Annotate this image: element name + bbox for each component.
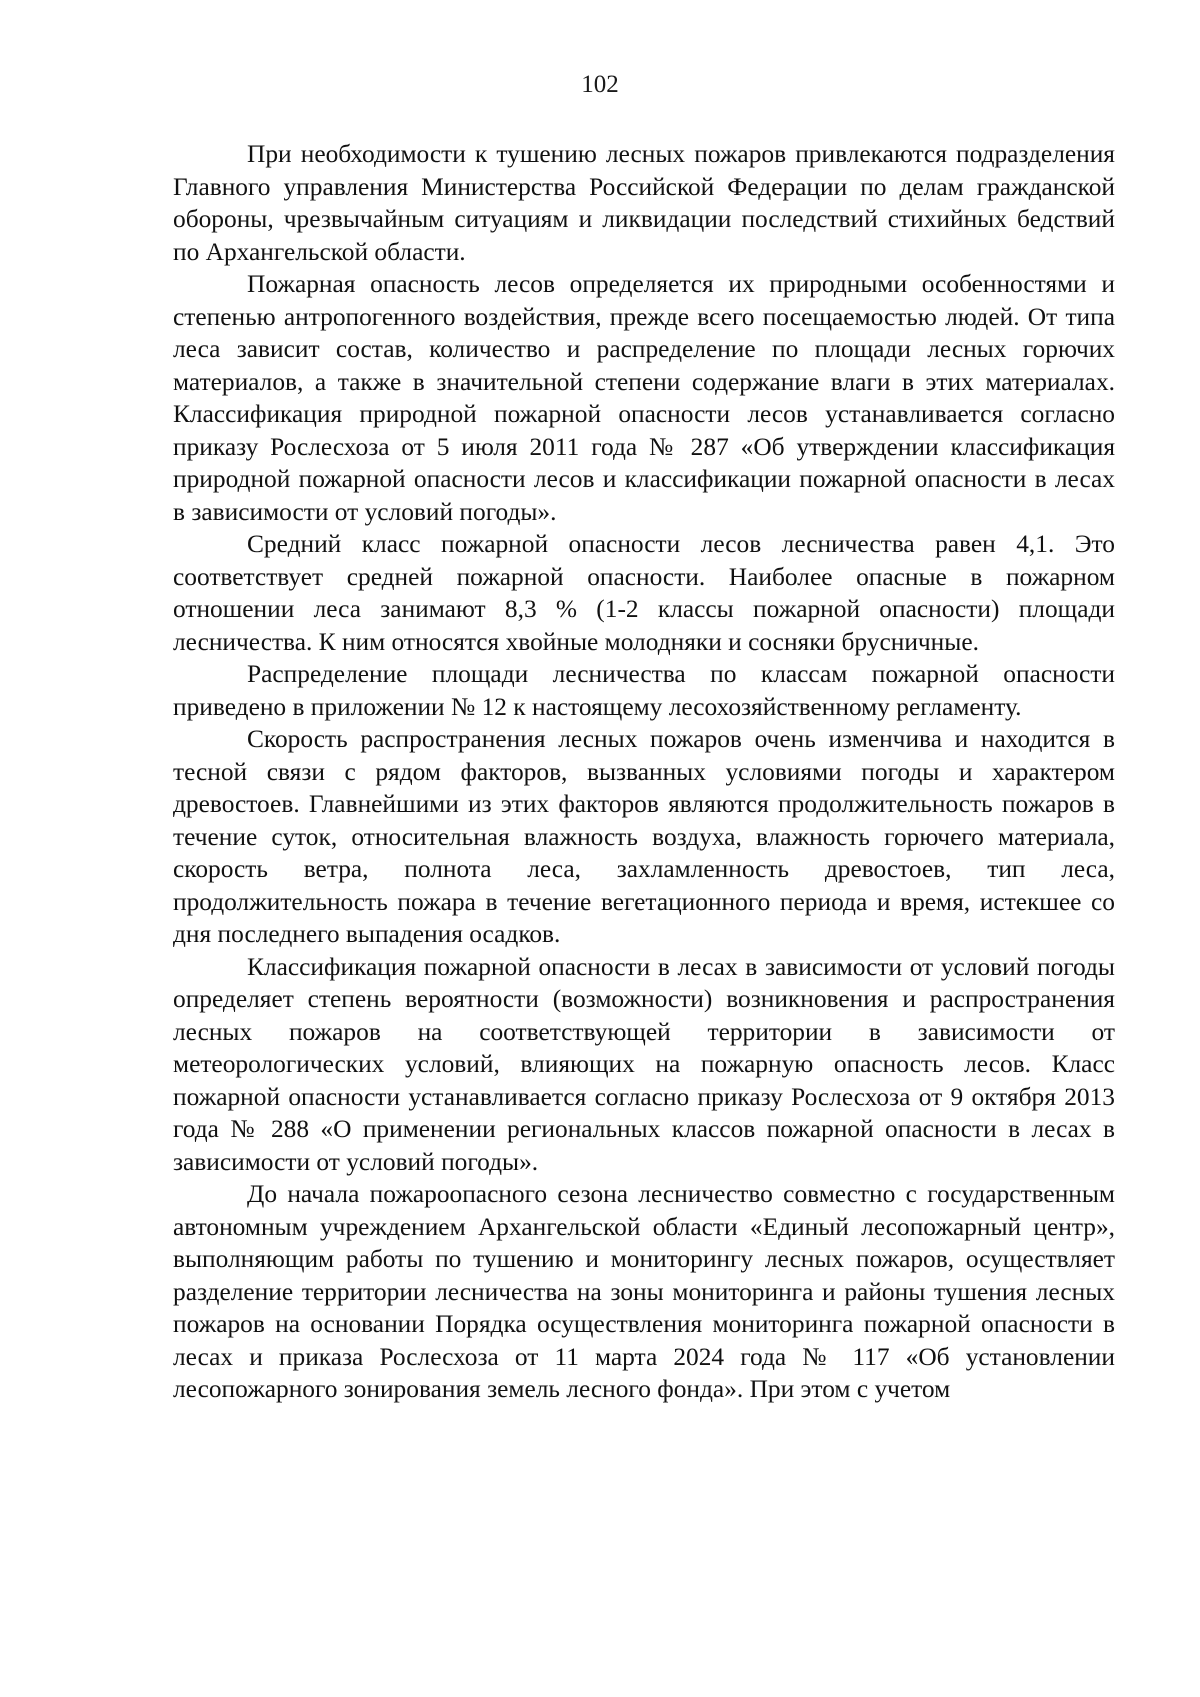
paragraph-fire-season-zoning: До начала пожароопасного сезона лесничество совместно с государственным автономным учреждением Архангельской области «Единый лесопожарный центр», выполняющим работы по тушению и мониторингу лесных пожаров, осуществляет разделение территории лесничества на зоны мониторинга и районы тушения лесных пожаров на основании Порядка осуществления мониторинга пожарной опасности в лесах и приказа Рослесхоза от 11 марта 2024 года № 117 «Об установлении лесопожарного зонирования земель лесного фонда». При этом с учетом: [173, 1180, 1115, 1403]
document-body: [173, 138, 1115, 1406]
paragraph-weather-classification: Классификация пожарной опасности в лесах в зависимости от условий погоды определяет степень вероятности (возможности) возникновения и распространения лесных пожаров на соответствующей территории в зависимости от метеорологических условий, влияющих на пожарную опасность лесов. Класс пожарной опасности устанавливается согласно приказу Рослесхоза от 9 октября 2013 года № 288 «О применении региональных классов пожарной опасности в лесах в зависимости от условий погоды».: [173, 952, 1115, 1176]
paragraph-firefighting-units: При необходимости к тушению лесных пожаров привлекаются подразделения Главного управления Министерства Российской Федерации по делам гражданской обороны, чрезвычайным ситуациям и ликвидации последствий стихийных бедствий по Архангельской области.: [173, 140, 1115, 266]
paragraph-fire-spread-speed: Скорость распространения лесных пожаров очень изменчива и находится в тесной связи с рядом факторов, вызванных условиями погоды и характером древостоев. Главнейшими из этих факторов являются продолжительность пожаров в течение суток, относительная влажность воздуха, влажность горючего материала, скорость ветра, полнота леса, захламленность древостоев, тип леса, продолжительность пожара в течение вегетационного периода и время, истекшее со дня последнего выпадения осадков.: [173, 725, 1115, 948]
page-number: 102: [581, 71, 619, 98]
paragraph-fire-danger-factors: Пожарная опасность лесов определяется их природными особенностями и степенью антропогенного воздействия, прежде всего посещаемостью людей. От типа леса зависит состав, количество и распределение по площади лесных горючих материалов, а также в значительной степени содержание влаги в этих материалах. Классификация природной пожарной опасности лесов устанавливается согласно приказу Рослесхоза от 5 июля 2011 года № 287 «Об утверждении классификация природной пожарной опасности лесов и классификации пожарной опасности в лесах в зависимости от условий погоды».: [173, 270, 1115, 526]
paragraph-area-distribution: Распределение площади лесничества по классам пожарной опасности приведено в приложении № 12 к настоящему лесохозяйственному регламенту.: [173, 660, 1115, 721]
paragraph-average-fire-class: Средний класс пожарной опасности лесов лесничества равен 4,1. Это соответствует средней пожарной опасности. Наиболее опасные в пожарном отношении леса занимают 8,3 % (1-2 классы пожарной опасности) площади лесничества. К ним относятся хвойные молодняки и сосняки брусничные.: [173, 530, 1115, 656]
